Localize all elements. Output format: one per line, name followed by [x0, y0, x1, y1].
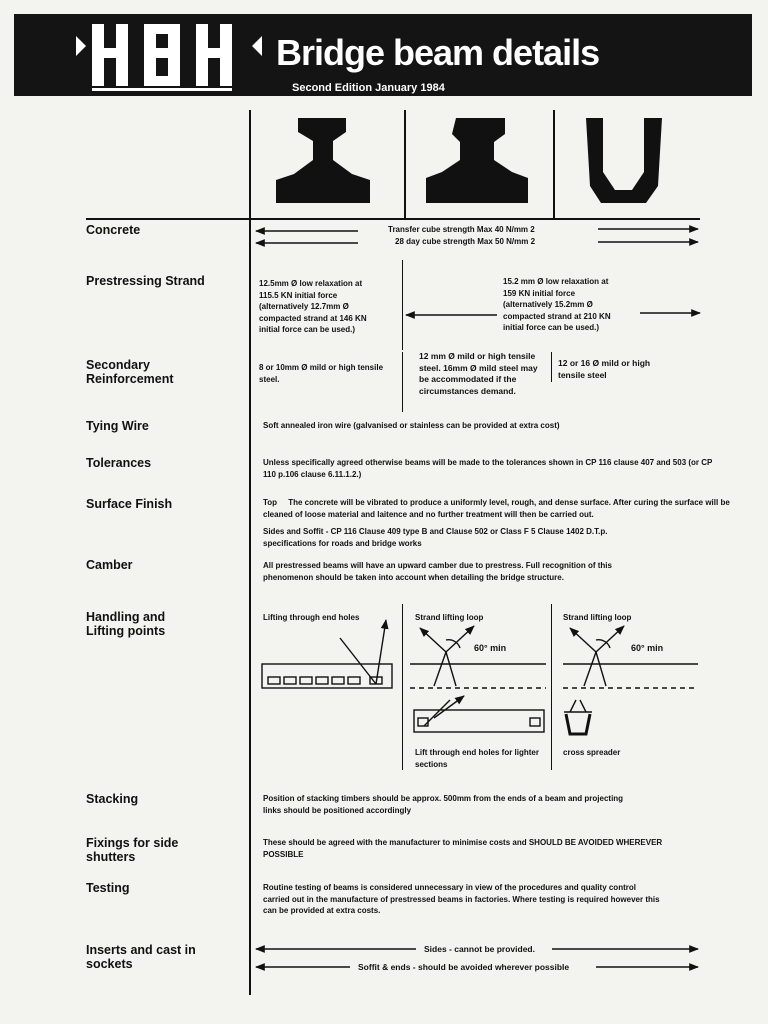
cross-spreader-icon [564, 700, 592, 734]
label-handling: Handling and Lifting points [86, 610, 166, 638]
label-camber: Camber [86, 558, 133, 572]
inserts-sides-text: Sides - cannot be provided. [420, 944, 539, 956]
prestressing-col1-text: 12.5mm Ø low relaxation at 115.5 KN initial force (alternatively 12.7mm Ø compacted strand at 146 KN initial force can be used.) [259, 279, 367, 334]
handling-col2-caption: Strand lifting loop [415, 613, 484, 622]
secondary-col3-text: 12 or 16 Ø mild or high tensile steel [558, 358, 651, 380]
handling-angle-col3: 60° min [631, 643, 664, 653]
concrete-28day-strength: 28 day cube strength Max 50 N/mm 2 [395, 237, 536, 246]
label-stacking: Stacking [86, 792, 139, 806]
handling-angle-col2: 60° min [474, 643, 507, 653]
label-inserts: Inserts and cast in sockets [86, 943, 196, 971]
testing-text: Routine testing of beams is considered unnecessary in view of the procedures and quality control carried out in the manufacture of prestressed beams in factories. Where testing is required however this can be provided at extra costs. [263, 883, 660, 915]
handling-col3-caption: Strand lifting loop [563, 613, 632, 622]
label-surface-finish: Surface Finish [86, 497, 173, 511]
surface-sides-value: - CP 116 Clause 409 type B and Clause 502 or Class F 5 Clause 1402 D.T.p. specifications for roads and bridge works [263, 527, 608, 548]
camber-text: All prestressed beams will have an upward camber due to prestress. Full recognition of this phenomenon should be taken into account when detailing the bridge structure. [263, 561, 612, 582]
label-tolerances: Tolerances [86, 456, 152, 470]
tolerances-text: Unless specifically agreed otherwise beams will be made to the tolerances shown in CP 116 clause 407 and 503 (or CP 110 p.106 clause 6.11.1.2.) [263, 458, 713, 479]
concrete-transfer-strength: Transfer cube strength Max 40 N/mm 2 [388, 225, 535, 234]
surface-sides-key: Sides and Soffit [263, 527, 324, 536]
handling-col1-caption: Lifting through end holes [263, 613, 360, 622]
inserts-soffit-text: Soffit & ends - should be avoided wherever possible [354, 962, 573, 974]
handling-col3-bottom: cross spreader [563, 748, 621, 757]
secondary-col1-text: 8 or 10mm Ø mild or high tensile steel. [259, 363, 384, 384]
label-secondary-reinforcement: Secondary Reinforcement [86, 358, 174, 386]
page-title: Bridge beam details [276, 32, 600, 73]
tying-wire-text: Soft annealed iron wire (galvanised or stainless can be provided at extra cost) [263, 421, 560, 430]
label-fixings: Fixings for side shutters [86, 836, 179, 864]
surface-top-key: Top [263, 498, 278, 507]
label-concrete: Concrete [86, 223, 141, 237]
prestressing-col23-text: 15.2 mm Ø low relaxation at 159 KN initial force (alternatively 15.2mm Ø compacted strand at 210 KN initial force can be used.) [503, 277, 611, 332]
surface-top-value: The concrete will be vibrated to produce a uniformly level, rough, and dense surface. After curing the surface will be cleaned of loose material and laitence and no further treatment will then be carried out. [263, 498, 730, 519]
handling-lifting-holes [268, 677, 382, 684]
secondary-col2-text: 12 mm Ø mild or high tensile steel. 16mm Ø mild steel may be accommodated if the circumstances demand. [419, 351, 538, 396]
handling-col2-bottom: Lift through end holes for lighter sections [415, 748, 539, 769]
label-tying-wire: Tying Wire [86, 419, 149, 433]
label-testing: Testing [86, 881, 130, 895]
stacking-text: Position of stacking timbers should be approx. 500mm from the ends of a beam and projecting links should be positioned accordingly [263, 794, 624, 815]
label-prestressing-strand: Prestressing Strand [86, 274, 205, 288]
page-subtitle: Second Edition January 1984 [292, 82, 445, 94]
fixings-text: These should be agreed with the manufacturer to minimise costs and SHOULD BE AVOIDED WHEREVER POSSIBLE [263, 838, 663, 859]
handling-col2-lighter-beam [414, 710, 544, 732]
